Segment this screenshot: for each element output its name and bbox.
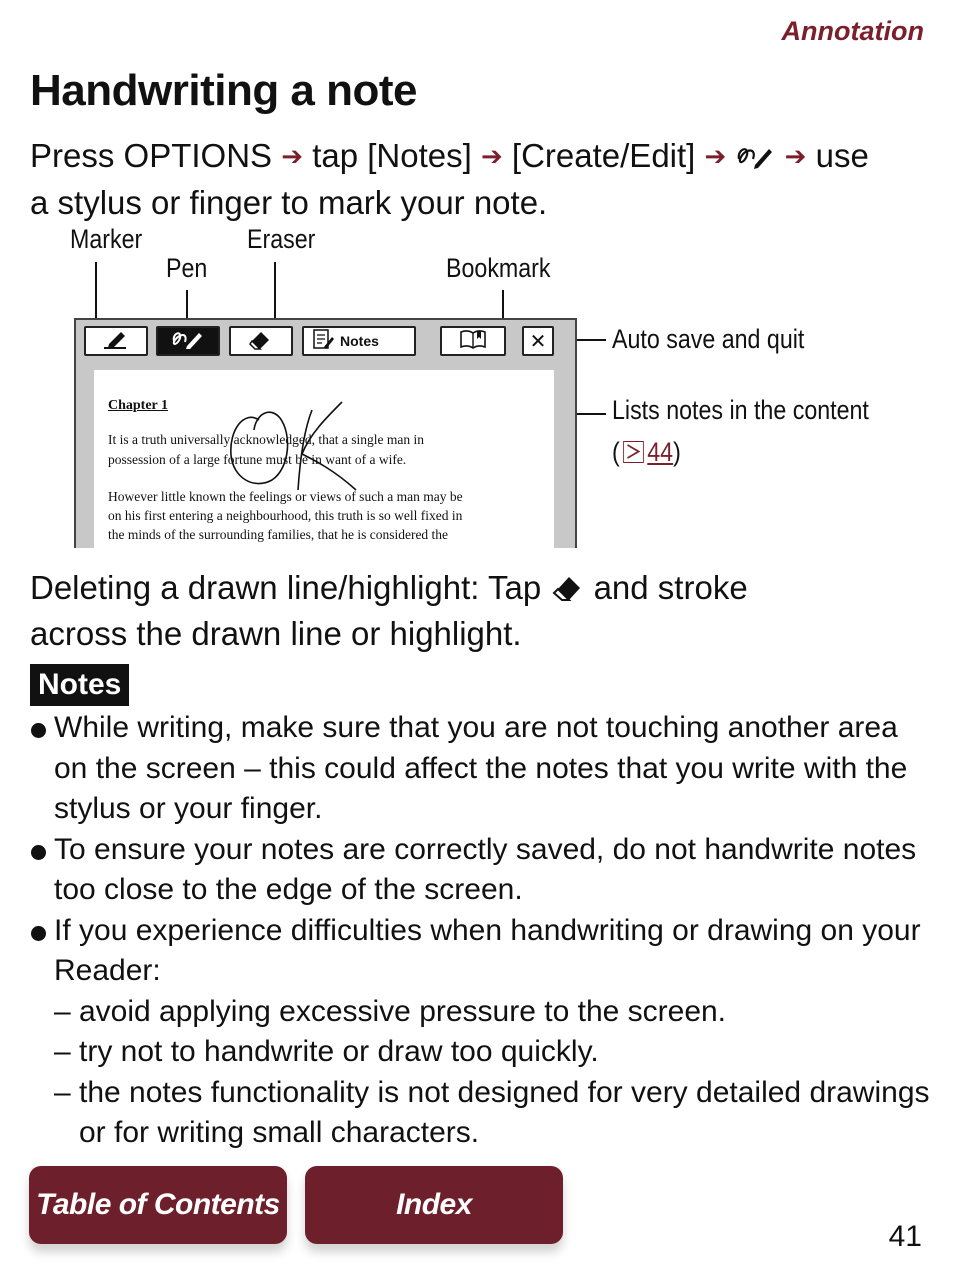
eraser-button[interactable] — [229, 326, 293, 356]
marker-button[interactable] — [84, 326, 148, 356]
para1-line1: It is a truth universally acknowledged, that a single man in — [108, 432, 425, 447]
arrow-right-icon: ➔ — [480, 141, 503, 171]
note-sub-item-2: – try not to handwrite or draw too quickly. — [54, 1032, 930, 1073]
ref-open-paren: ( — [612, 437, 620, 467]
notes-list-button[interactable] — [302, 326, 416, 356]
close-button[interactable] — [522, 326, 554, 356]
section-label: Annotation — [781, 16, 924, 46]
notes-list — [30, 708, 930, 1154]
device-screen — [74, 318, 577, 548]
bookmark-icon — [458, 328, 488, 354]
notes-list-icon — [312, 328, 334, 354]
page-number: 41 — [888, 1220, 922, 1253]
note-item-2: To ensure your notes are correctly saved, do not handwrite notes too close to the edge of the screen. — [30, 830, 930, 911]
eraser-icon — [246, 328, 276, 354]
delete-text-part1: Deleting a drawn line/highlight: Tap — [30, 569, 542, 606]
delete-instruction — [30, 566, 930, 655]
page-ref-link[interactable]: 44 — [647, 437, 674, 467]
para1-line2: possession of a large fortune must be in want of a wife. — [108, 452, 407, 467]
instructions-line-2: a stylus or finger to mark your note. — [30, 184, 548, 221]
para2-line3: the minds of the surrounding families, that he is considered the — [108, 527, 449, 542]
note-item-3-text: If you experience difficulties when handwriting or drawing on your Reader: — [54, 913, 921, 987]
callout-pen: Pen — [166, 253, 208, 283]
page-title: Handwriting a note — [30, 66, 417, 115]
close-icon: ✕ — [529, 329, 547, 353]
instr-press-options: Press OPTIONS — [30, 137, 273, 174]
instructions — [30, 134, 930, 224]
note-sub-list — [54, 992, 930, 1154]
instr-use: use — [815, 137, 869, 174]
index-button[interactable]: Index — [305, 1166, 563, 1244]
bookmark-button[interactable] — [440, 326, 506, 356]
note-item-3 — [30, 911, 930, 1154]
notes-badge: Notes — [30, 664, 129, 706]
para2-line2: on his first entering a neighbourhood, this truth is so well fixed in — [108, 508, 463, 523]
arrow-right-icon: ➔ — [784, 141, 807, 171]
instr-tap-notes: tap [Notes] — [312, 137, 472, 174]
marker-icon — [101, 328, 131, 354]
callout-eraser: Eraser — [247, 224, 316, 254]
handwritten-ok-drawing — [94, 370, 554, 548]
pen-button[interactable] — [156, 326, 220, 356]
callout-auto-save-quit: Auto save and quit — [612, 324, 805, 354]
pen-tool-icon — [735, 138, 775, 181]
arrow-right-icon: ➔ — [281, 141, 304, 171]
callout-bookmark: Bookmark — [446, 253, 551, 283]
callout-marker: Marker — [70, 224, 143, 254]
pen-icon — [168, 327, 208, 355]
delete-instruction-line-2: across the drawn line or highlight. — [30, 615, 522, 652]
instr-create-edit: [Create/Edit] — [511, 137, 696, 174]
note-item-1: While writing, make sure that you are not touching another area on the screen – this could affect the notes that you write with the stylus or your finger. — [30, 708, 930, 830]
table-of-contents-button[interactable]: Table of Contents — [29, 1166, 287, 1244]
delete-text-part2: and stroke — [593, 569, 748, 606]
notes-list-label: Notes — [340, 333, 379, 349]
callout-page-reference — [612, 437, 681, 468]
delete-instruction-line-1 — [30, 566, 930, 612]
chapter-heading: Chapter 1 — [108, 398, 169, 413]
book-page — [94, 370, 554, 548]
page-ref-icon — [623, 441, 644, 463]
callout-lists-notes: Lists notes in the content — [612, 395, 869, 425]
instructions-line-1 — [30, 134, 930, 181]
para2-line1: However little known the feelings or views of such a man may be — [108, 489, 463, 504]
ref-close-paren: ) — [673, 437, 681, 467]
note-sub-item-3: – the notes functionality is not designed for very detailed drawings or for writing small characters. — [54, 1073, 930, 1154]
eraser-inline-icon — [550, 569, 584, 612]
note-sub-item-1: – avoid applying excessive pressure to the screen. — [54, 992, 930, 1033]
arrow-right-icon: ➔ — [704, 141, 727, 171]
